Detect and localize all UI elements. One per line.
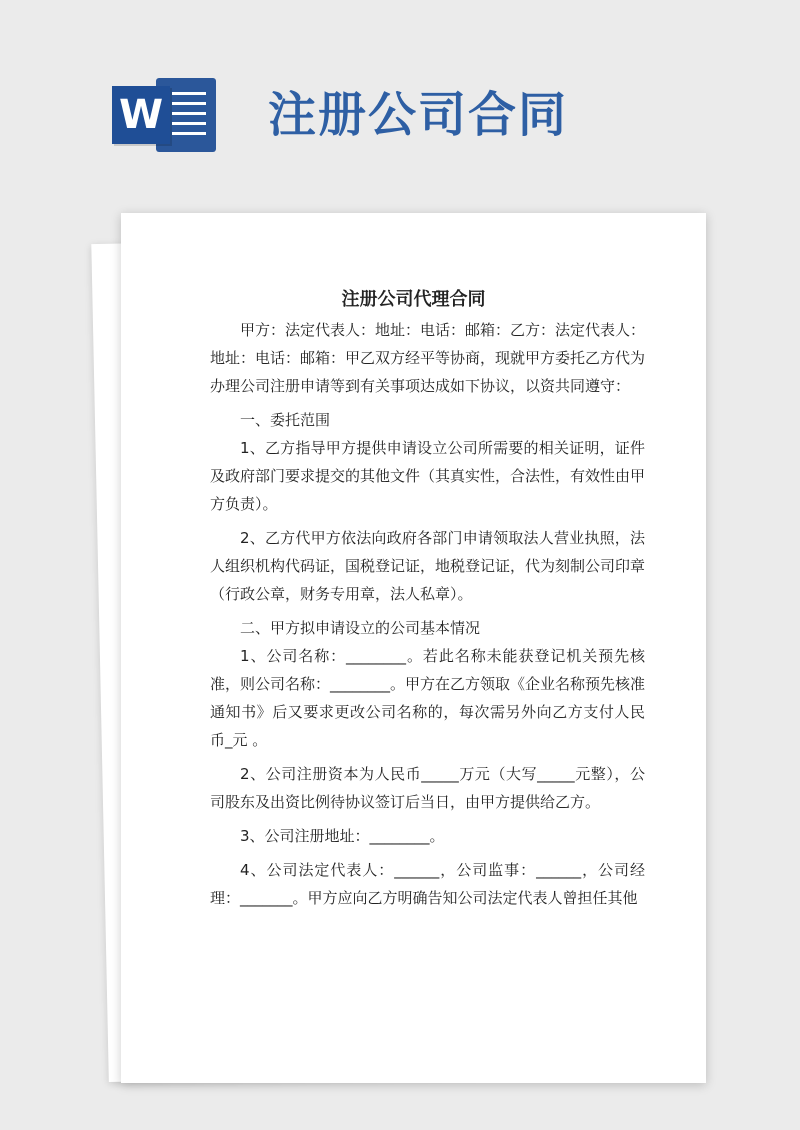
word-letter-badge: W bbox=[112, 86, 170, 144]
section-heading-scope: 一、委托范围 bbox=[240, 411, 331, 429]
banner bbox=[0, 0, 800, 200]
document-line bbox=[172, 112, 206, 115]
document-line bbox=[172, 122, 206, 125]
clause-paragraph: 2、乙方代甲方依法向政府各部门申请领取法人营业执照，法人组织机构代码证，国税登记证，地税登记证，代为刻制公司印章（行政公章，财务专用章，法人私章）。 bbox=[210, 529, 646, 603]
clause-paragraph: 2、公司注册资本为人民币_____万元（大写_____元整），公司股东及出资比例待协议签订后当日，由甲方提供给乙方。 bbox=[210, 765, 645, 811]
clause-paragraph: 1、乙方指导甲方提供申请设立公司所需要的相关证明，证件及政府部门要求提交的其他文件（其真实性，合法性，有效性由甲方负责）。 bbox=[210, 439, 646, 513]
section-heading-company: 二、甲方拟申请设立的公司基本情况 bbox=[240, 619, 481, 637]
word-document-icon bbox=[112, 78, 216, 152]
document-line bbox=[172, 132, 206, 135]
document-line bbox=[172, 102, 206, 105]
document-page bbox=[121, 213, 706, 1083]
clause-paragraph: 4、公司法定代表人：______，公司监事：______，公司经理：_______。甲方应向乙方明确告知公司法定代表人曾担任其他 bbox=[210, 861, 645, 907]
document-line bbox=[172, 92, 206, 95]
clause-paragraph: 1、公司名称：________。若此名称未能获登记机关预先核准，则公司名称：________。甲方在乙方领取《企业名称预先核准通知书》后又要求更改公司名称的，每次需另外向乙方支付人民 币_元 。 bbox=[210, 647, 646, 749]
document-body bbox=[210, 316, 645, 912]
party-intro-paragraph: 甲方：法定代表人：地址：电话：邮箱：乙方：法定代表人：地址：电话：邮箱：甲乙双方经平等协商，现就甲方委托乙方代为办理公司注册申请等到有关事项达成如下协议，以资共同遵守： bbox=[210, 321, 646, 395]
document-title: 注册公司代理合同 bbox=[341, 289, 486, 310]
banner-title: 注册公司合同 bbox=[268, 87, 569, 143]
clause-paragraph: 3、公司注册地址：________。 bbox=[240, 827, 445, 845]
